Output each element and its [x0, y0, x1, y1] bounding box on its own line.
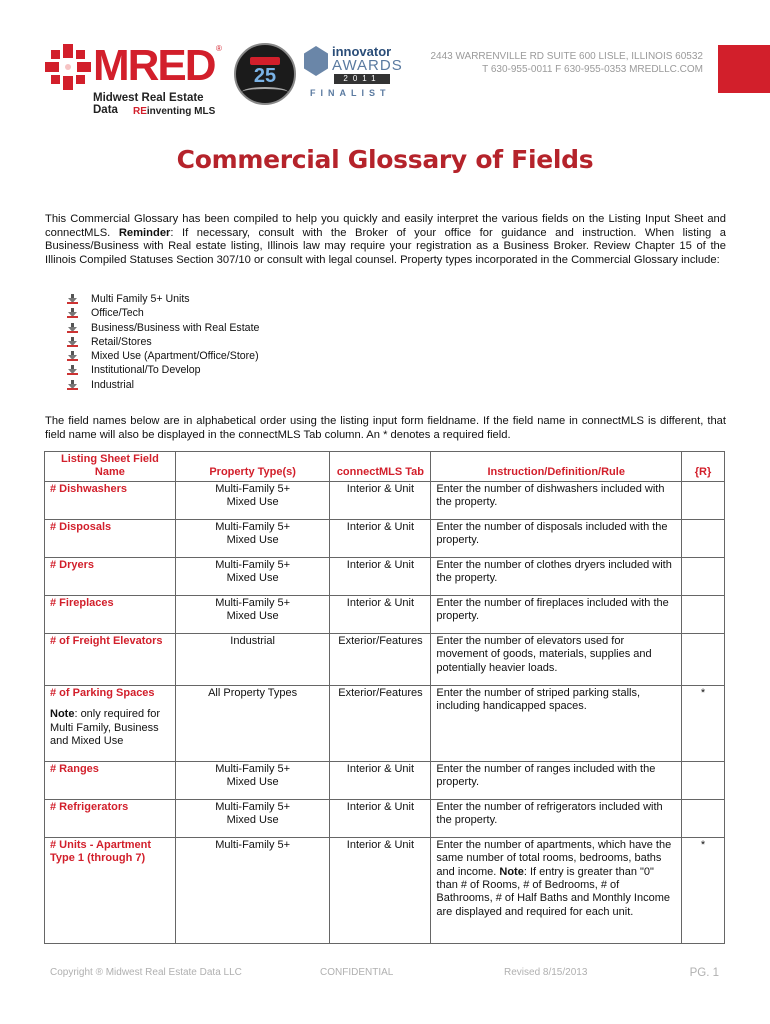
connectmls-tab: Interior & Unit: [330, 799, 431, 837]
footer-revised-date: Revised 8/15/2013: [504, 967, 588, 978]
property-types-cell: [175, 837, 330, 943]
awards-word: AWARDS: [332, 57, 403, 74]
property-type: Multi-Family 5+: [215, 482, 291, 495]
col-header-required: {R}: [682, 452, 725, 482]
property-type-label: Mixed Use (Apartment/Office/Store): [91, 350, 259, 363]
field-name: # of Freight Elevators: [45, 633, 176, 685]
property-type: All Property Types: [208, 686, 298, 699]
list-item: [67, 321, 259, 335]
connectmls-tab: Interior & Unit: [330, 519, 431, 557]
instruction: Enter the number of apartments, which have the same number of total rooms, bedrooms, baths and income.: [436, 838, 672, 878]
field-order-note: The field names below are in alphabetical order using the listing input form fieldname. If the field name in connectMLS is different, that field name will also be displayed in the connectMLS Tab column. An * denotes a required field.: [45, 415, 726, 441]
table-row: [45, 837, 725, 943]
property-type: Multi-Family 5+: [215, 800, 291, 813]
awards-year: 2011: [334, 74, 390, 84]
table-row: [45, 519, 725, 557]
mred-logo: [45, 41, 225, 120]
property-type: Industrial: [230, 634, 275, 647]
glossary-table: [44, 451, 725, 944]
required-flag: [682, 481, 725, 519]
innovator-gem-icon: [304, 46, 328, 76]
table-row: [45, 685, 725, 761]
property-type: Multi-Family 5+: [215, 520, 291, 533]
field-name: # Disposals: [45, 519, 176, 557]
instruction: Enter the number of disposals included with the property.: [431, 519, 682, 557]
required-flag: [682, 595, 725, 633]
instruction: Enter the number of striped parking stalls, including handicapped spaces.: [431, 685, 682, 761]
property-types-cell: [175, 799, 330, 837]
address-line: 2443 WARRENVILLE RD SUITE 600 LISLE, ILLINOIS 60532: [430, 51, 703, 62]
property-type: Mixed Use: [226, 776, 279, 789]
required-flag: [682, 633, 725, 685]
logo-company-name: Midwest Real Estate Data: [93, 92, 204, 116]
connectmls-tab: Interior & Unit: [330, 837, 431, 943]
instruction-note-label: Note: [499, 865, 524, 878]
property-type: Multi-Family 5+: [215, 838, 291, 851]
property-type-label: Office/Tech: [91, 307, 144, 320]
table-row: [45, 557, 725, 595]
instruction: Enter the number of dishwashers included with the property.: [431, 481, 682, 519]
table-row: [45, 595, 725, 633]
property-type: Mixed Use: [226, 572, 279, 585]
instruction: Enter the number of clothes dryers included with the property.: [431, 557, 682, 595]
connectmls-tab: Exterior/Features: [330, 633, 431, 685]
connectmls-tab: Exterior/Features: [330, 685, 431, 761]
list-item: [67, 292, 259, 306]
list-item: [67, 363, 259, 377]
property-types-cell: [175, 685, 330, 761]
instruction: Enter the number of fireplaces included with the property.: [431, 595, 682, 633]
instruction: Enter the number of ranges included with the property.: [431, 761, 682, 799]
footer-page-number: PG. 1: [689, 967, 719, 979]
property-types-cell: [175, 633, 330, 685]
badge-number: 25: [253, 65, 277, 87]
property-type: Multi-Family 5+: [215, 762, 291, 775]
connectmls-tab: Interior & Unit: [330, 595, 431, 633]
footer-confidential: CONFIDENTIAL: [320, 967, 394, 978]
property-type-label: Retail/Stores: [91, 335, 152, 348]
field-name: # Units - Apartment Type 1 (through 7): [45, 837, 176, 943]
arrow-bullet-icon: [67, 294, 79, 304]
table-header-row: [45, 452, 725, 482]
list-item: [67, 335, 259, 349]
connectmls-tab: Interior & Unit: [330, 557, 431, 595]
field-note-label: Note: [50, 708, 75, 721]
property-type: Mixed Use: [226, 534, 279, 547]
page-footer: [45, 967, 725, 983]
finalist-label: FINALIST: [310, 88, 391, 98]
reminder-label: Reminder: [118, 226, 171, 239]
required-flag: [682, 761, 725, 799]
col-header-instruction: Instruction/Definition/Rule: [431, 452, 682, 482]
required-flag: [682, 799, 725, 837]
property-type: Mixed Use: [226, 814, 279, 827]
property-type: Mixed Use: [226, 610, 279, 623]
table-row: [45, 799, 725, 837]
field-name-cell: [45, 685, 176, 761]
page-title: Commercial Glossary of Fields: [176, 145, 594, 174]
field-name: # of Parking Spaces: [50, 686, 155, 699]
field-name: # Fireplaces: [45, 595, 176, 633]
instruction-note: : If entry is greater than "0" than # of Rooms, # of Bedrooms, # of Bathrooms, # of Half Baths and Monthly Income are displayed and required for each unit.: [436, 865, 670, 918]
required-flag: *: [682, 837, 725, 943]
innovator-word: innovator: [332, 44, 392, 59]
registered-mark: ®: [216, 44, 222, 53]
list-item: [67, 306, 259, 320]
badge-banner: [250, 57, 280, 65]
intro-paragraph: [45, 213, 726, 268]
logo-tagline-re: RE: [133, 106, 147, 117]
instruction: Enter the number of refrigerators included with the property.: [431, 799, 682, 837]
field-name: # Refrigerators: [45, 799, 176, 837]
connectmls-tab: Interior & Unit: [330, 761, 431, 799]
field-note: [50, 708, 170, 748]
property-type: Mixed Use: [226, 496, 279, 509]
phone-line: T 630-955-0011 F 630-955-0353 MREDLLC.COM: [482, 64, 703, 75]
instruction-cell: [431, 837, 682, 943]
intro-text-1: This Commercial Glossary has been compiled to help you quickly and easily interpret the various fields on the Listing Input Sheet and connectMLS.: [45, 213, 726, 239]
field-name: # Ranges: [45, 761, 176, 799]
property-type-list: [67, 292, 259, 392]
col-header-field-name: Listing Sheet Field Name: [45, 452, 176, 482]
required-flag: [682, 557, 725, 595]
property-type-label: Multi Family 5+ Units: [91, 293, 190, 305]
arrow-bullet-icon: [67, 308, 79, 318]
property-types-cell: [175, 519, 330, 557]
property-type-label: Institutional/To Develop: [91, 364, 201, 377]
table-row: [45, 633, 725, 685]
footer-copyright: Copyright ® Midwest Real Estate Data LLC: [50, 967, 242, 978]
top-workplace-badge: [234, 43, 296, 105]
list-item: [67, 349, 259, 363]
header-red-tab: [718, 45, 770, 93]
list-item: [67, 378, 259, 392]
property-type: Multi-Family 5+: [215, 596, 291, 609]
instruction: Enter the number of elevators used for movement of goods, materials, supplies and potentially heavier loads.: [431, 633, 682, 685]
property-types-cell: [175, 761, 330, 799]
field-name: # Dryers: [45, 557, 176, 595]
property-types-cell: [175, 595, 330, 633]
arrow-bullet-icon: [67, 323, 79, 333]
required-flag: [682, 519, 725, 557]
col-header-connectmls-tab: connectMLS Tab: [330, 452, 431, 482]
arrow-bullet-icon: [67, 365, 79, 375]
property-types-cell: [175, 481, 330, 519]
property-type-label: Business/Business with Real Estate: [91, 321, 260, 334]
badge-arc: [242, 87, 288, 97]
connectmls-tab: Interior & Unit: [330, 481, 431, 519]
field-note-text: : only required for Multi Family, Business and Mixed Use: [50, 708, 161, 748]
logo-mark-icon: [45, 44, 91, 90]
table-row: [45, 761, 725, 799]
arrow-bullet-icon: [67, 351, 79, 361]
col-header-property-types: Property Type(s): [175, 452, 330, 482]
arrow-bullet-icon: [67, 337, 79, 347]
logo-tagline: [133, 106, 215, 117]
property-type-label: Industrial: [91, 378, 134, 391]
property-type: Multi-Family 5+: [215, 558, 291, 571]
table-row: [45, 481, 725, 519]
required-flag: *: [682, 685, 725, 761]
logo-tagline-rest: inventing MLS: [146, 106, 216, 117]
company-address: [430, 50, 703, 76]
innovator-awards-logo: [304, 44, 403, 100]
logo-wordmark: MRED: [93, 41, 215, 90]
field-name: # Dishwashers: [45, 481, 176, 519]
arrow-bullet-icon: [67, 380, 79, 390]
property-types-cell: [175, 557, 330, 595]
intro-text-2: : If necessary, consult with the Broker of your office for guidance and instruction. When listing a Business/Business with Real estate listing, Illinois law may require your registration as a Business Broker. Review Chapter 15 of the Illinois Compiled Statuses Section 307/10 or consult with legal counsel. Property types incorporated in the Commercial Glossary include:: [45, 226, 726, 267]
